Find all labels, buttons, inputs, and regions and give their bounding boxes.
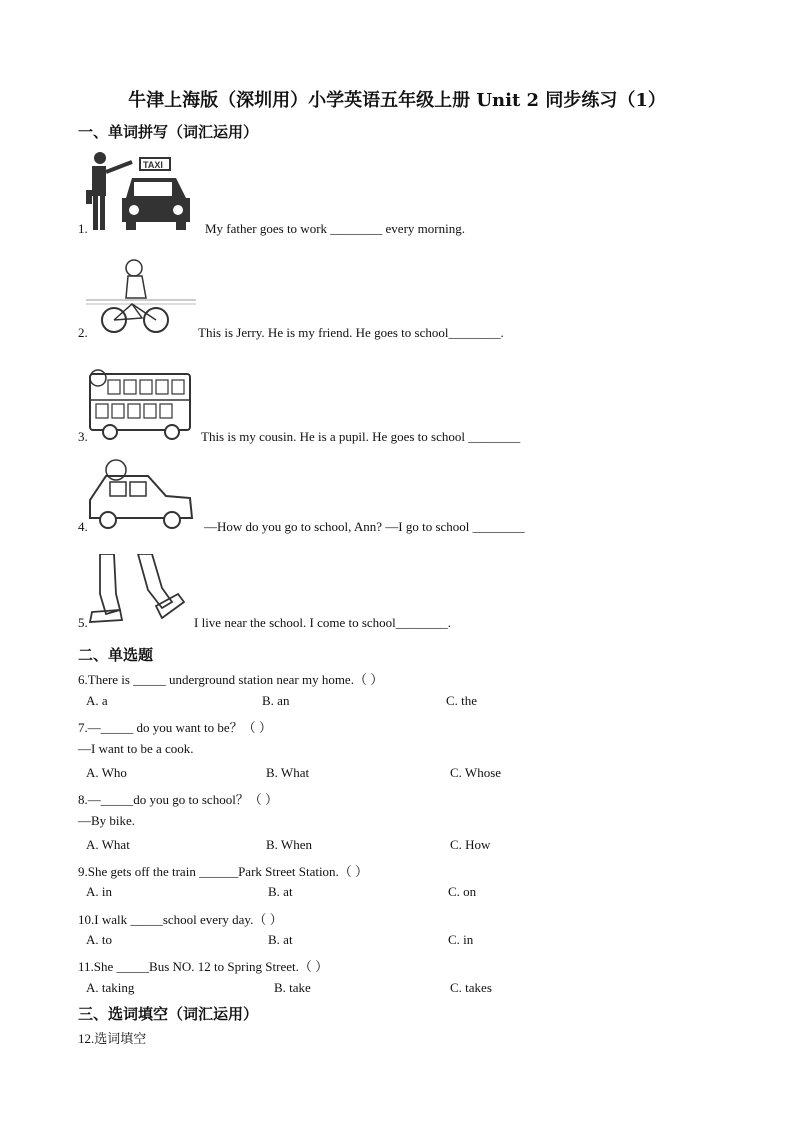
item-number: 1. (78, 221, 88, 236)
question-text: This is my cousin. He is a pupil. He goes to school ________ (201, 429, 521, 444)
option-b: B. What (266, 765, 310, 780)
item-number: 2. (78, 325, 88, 340)
boy-on-bicycle-icon (86, 258, 196, 336)
question-text: This is Jerry. He is my friend. He goes to school________. (198, 325, 504, 340)
option-a: A. in (86, 884, 112, 899)
question-text: —How do you go to school, Ann? —I go to school ________ (204, 519, 525, 534)
question-line: —By bike. (78, 813, 136, 828)
question-stem: 6.There is _____ underground station near my home.（ ） (78, 672, 384, 687)
question-stem: 10.I walk _____school every day.（ ） (78, 912, 283, 927)
man-hailing-taxi-icon (86, 150, 196, 232)
item-number: 4. (78, 519, 88, 534)
option-a: A. Who (86, 765, 127, 780)
section-heading-single-choice: 二、单选题 (78, 646, 154, 664)
question-stem: 11.She _____Bus NO. 12 to Spring Street.（ ） (78, 959, 329, 974)
girl-in-car-icon (86, 456, 198, 532)
option-c: C. How (450, 837, 491, 852)
double-decker-bus-icon (86, 364, 194, 442)
option-b: B. at (268, 884, 293, 899)
question-text: I live near the school. I come to school________. (194, 615, 452, 630)
question-line: —I want to be a cook. (78, 741, 194, 756)
question-text: My father goes to work ________ every morning. (205, 221, 465, 236)
item-number: 5. (78, 615, 88, 630)
question-stem: 9.She gets off the train ______Park Street Station.（ ） (78, 864, 369, 879)
question-stem: 12.选词填空 (78, 1031, 147, 1046)
option-b: B. take (274, 980, 311, 995)
option-b: B. an (262, 693, 290, 708)
option-a: A. a (86, 693, 108, 708)
section-heading-word-fill: 三、选词填空（词汇运用） (78, 1005, 259, 1023)
option-c: C. on (448, 884, 477, 899)
option-a: A. What (86, 837, 130, 852)
question-stem: 8.—_____do you go to school？（ ） (78, 792, 279, 807)
option-a: A. taking (86, 980, 135, 995)
option-c: C. takes (450, 980, 492, 995)
page-title: 牛津上海版（深圳用）小学英语五年级上册 Unit 2 同步练习（1） (128, 90, 666, 111)
option-c: C. the (446, 693, 478, 708)
section-heading-vocabulary: 一、单词拼写（词汇运用） (78, 123, 259, 141)
taxi-sign-text: TAXI (143, 160, 163, 170)
option-a: A. to (86, 932, 112, 947)
option-c: C. Whose (450, 765, 502, 780)
option-b: B. When (266, 837, 312, 852)
item-number: 3. (78, 429, 88, 444)
option-c: C. in (448, 932, 474, 947)
option-b: B. at (268, 932, 293, 947)
question-stem: 7.—_____ do you want to be？（ ） (78, 720, 272, 735)
walking-legs-icon (86, 554, 190, 630)
